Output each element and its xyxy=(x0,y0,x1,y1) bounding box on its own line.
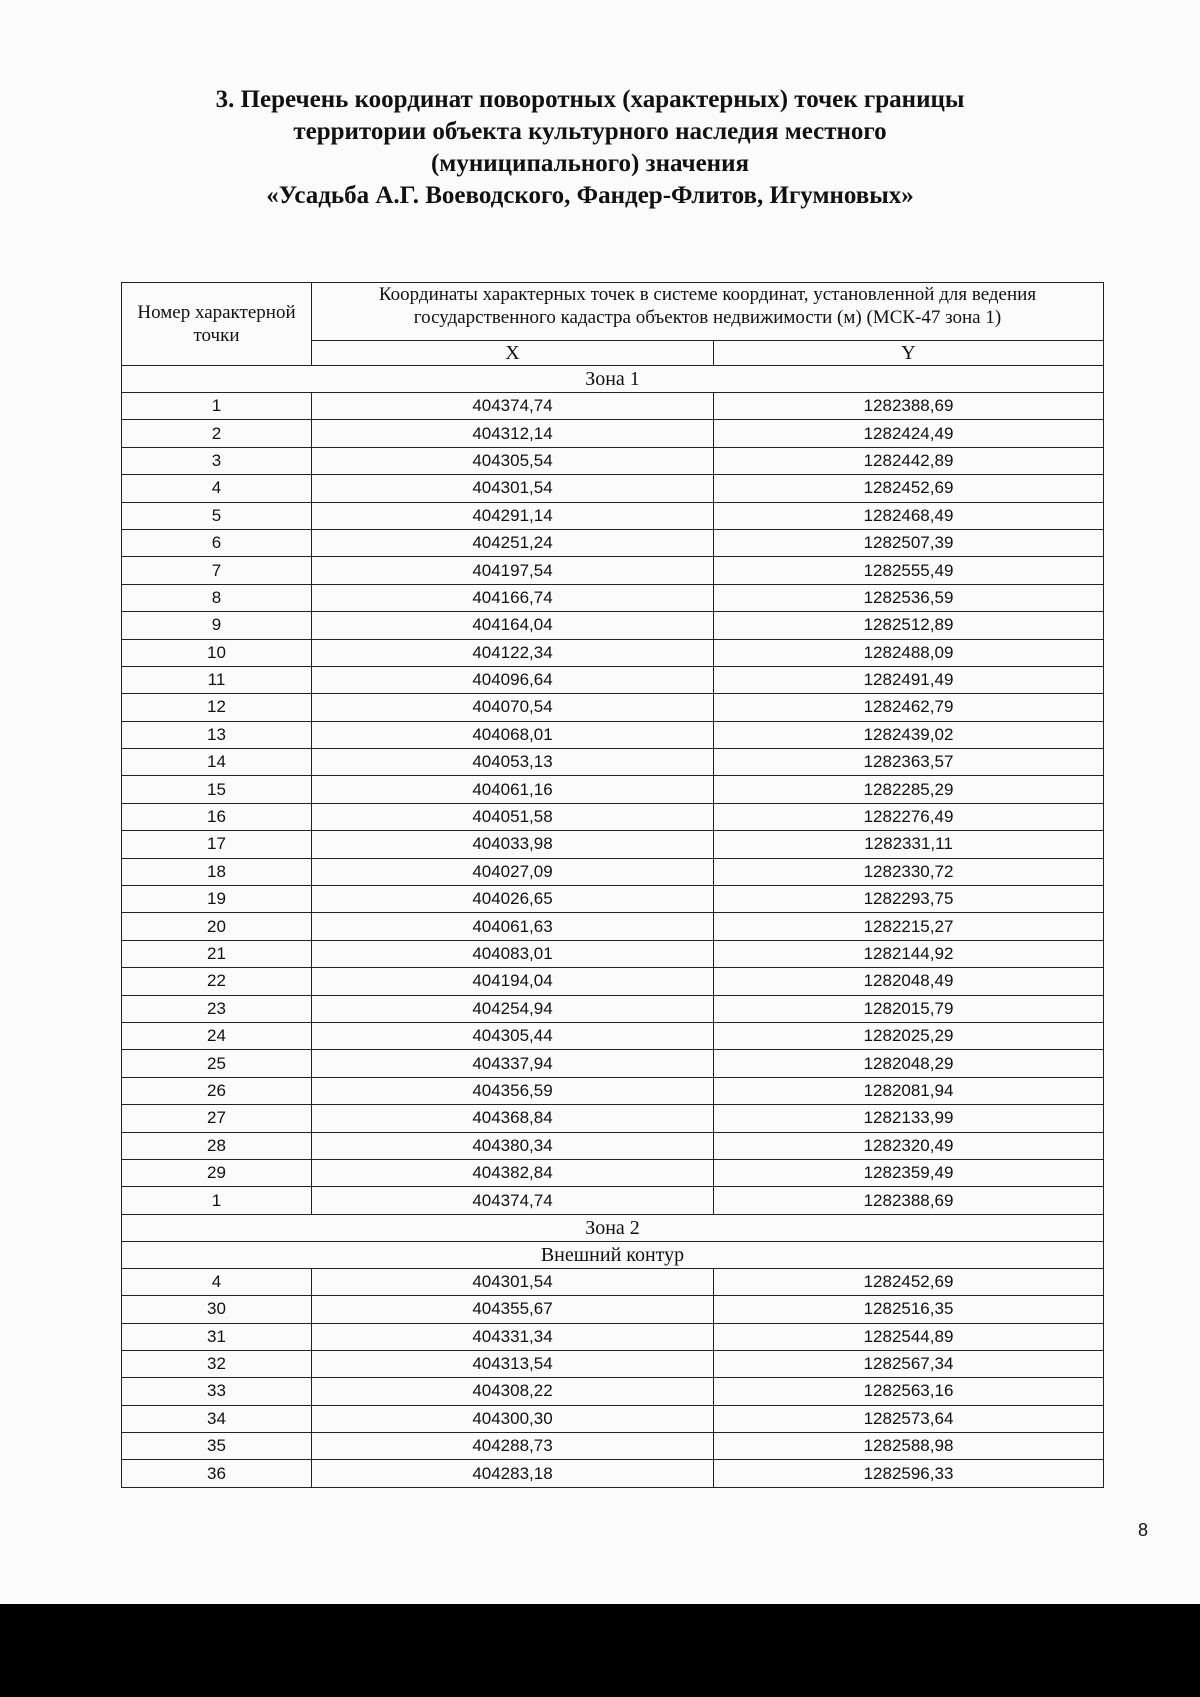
y-cell: 1282015,79 xyxy=(714,995,1104,1022)
point-number-cell: 19 xyxy=(122,886,312,913)
table-row xyxy=(122,803,1104,830)
scan-border xyxy=(0,1604,1200,1697)
y-cell: 1282567,34 xyxy=(714,1350,1104,1377)
y-cell: 1282439,02 xyxy=(714,721,1104,748)
point-number-cell: 26 xyxy=(122,1077,312,1104)
title-line-3: (муниципального) значения xyxy=(430,150,750,177)
table-row xyxy=(122,666,1104,693)
point-number-cell: 36 xyxy=(122,1460,312,1487)
y-cell: 1282462,79 xyxy=(714,694,1104,721)
point-number-cell: 20 xyxy=(122,913,312,940)
table-row xyxy=(122,1050,1104,1077)
y-cell: 1282588,98 xyxy=(714,1433,1104,1460)
point-number-cell: 3 xyxy=(122,447,312,474)
table-row xyxy=(122,584,1104,611)
table-row xyxy=(122,1105,1104,1132)
outer-contour-label: Внешний контур xyxy=(122,1241,1104,1268)
document-title xyxy=(150,84,1030,212)
table-row xyxy=(122,1296,1104,1323)
x-cell: 404164,04 xyxy=(312,612,714,639)
x-cell: 404254,94 xyxy=(312,995,714,1022)
x-cell: 404194,04 xyxy=(312,968,714,995)
point-number-cell: 5 xyxy=(122,502,312,529)
table-row xyxy=(122,447,1104,474)
x-cell: 404308,22 xyxy=(312,1378,714,1405)
y-cell: 1282563,16 xyxy=(714,1378,1104,1405)
header-x: X xyxy=(312,341,714,366)
point-number-cell: 6 xyxy=(122,529,312,556)
title-line-2: территории объекта культурного наследия местного xyxy=(293,118,887,145)
x-cell: 404061,63 xyxy=(312,913,714,940)
table-row xyxy=(122,1460,1104,1487)
y-cell: 1282330,72 xyxy=(714,858,1104,885)
page-number: 8 xyxy=(1138,1520,1149,1540)
point-number-cell: 27 xyxy=(122,1105,312,1132)
point-number-cell: 14 xyxy=(122,749,312,776)
table-row xyxy=(122,1077,1104,1104)
point-number-cell: 18 xyxy=(122,858,312,885)
x-cell: 404166,74 xyxy=(312,584,714,611)
y-cell: 1282452,69 xyxy=(714,1268,1104,1295)
x-cell: 404083,01 xyxy=(312,940,714,967)
table-row xyxy=(122,1323,1104,1350)
point-number-cell: 17 xyxy=(122,831,312,858)
zone-row xyxy=(122,1214,1104,1241)
point-number-cell: 15 xyxy=(122,776,312,803)
y-cell: 1282144,92 xyxy=(714,940,1104,967)
point-number-cell: 10 xyxy=(122,639,312,666)
point-number-cell: 32 xyxy=(122,1350,312,1377)
table-row xyxy=(122,1405,1104,1432)
x-cell: 404374,74 xyxy=(312,1187,714,1214)
x-cell: 404312,14 xyxy=(312,420,714,447)
header-coordinates: Координаты характерных точек в системе координат, установленной для ведения государственного кадастра объектов недвижимости (м) (МСК-47 зона 1) xyxy=(312,283,1104,341)
table-row xyxy=(122,886,1104,913)
point-number-cell: 16 xyxy=(122,803,312,830)
table-row xyxy=(122,1378,1104,1405)
x-cell: 404096,64 xyxy=(312,666,714,693)
x-cell: 404337,94 xyxy=(312,1050,714,1077)
table-row xyxy=(122,557,1104,584)
table-row xyxy=(122,940,1104,967)
y-cell: 1282276,49 xyxy=(714,803,1104,830)
point-number-cell: 31 xyxy=(122,1323,312,1350)
x-cell: 404122,34 xyxy=(312,639,714,666)
point-number-cell: 34 xyxy=(122,1405,312,1432)
x-cell: 404382,84 xyxy=(312,1159,714,1186)
y-cell: 1282293,75 xyxy=(714,886,1104,913)
y-cell: 1282488,09 xyxy=(714,639,1104,666)
y-cell: 1282544,89 xyxy=(714,1323,1104,1350)
x-cell: 404061,16 xyxy=(312,776,714,803)
y-cell: 1282215,27 xyxy=(714,913,1104,940)
point-number-cell: 2 xyxy=(122,420,312,447)
x-cell: 404301,54 xyxy=(312,1268,714,1295)
point-number-cell: 35 xyxy=(122,1433,312,1460)
x-cell: 404197,54 xyxy=(312,557,714,584)
title-line-4: «Усадьба А.Г. Воеводского, Фандер-Флитов, Игумновых» xyxy=(266,182,914,209)
point-number-cell: 7 xyxy=(122,557,312,584)
table-row xyxy=(122,1268,1104,1295)
y-cell: 1282048,29 xyxy=(714,1050,1104,1077)
x-cell: 404368,84 xyxy=(312,1105,714,1132)
x-cell: 404027,09 xyxy=(312,858,714,885)
header-point-number: Номер характерной точки xyxy=(122,283,312,366)
point-number-cell: 1 xyxy=(122,393,312,420)
y-cell: 1282359,49 xyxy=(714,1159,1104,1186)
point-number-cell: 29 xyxy=(122,1159,312,1186)
x-cell: 404301,54 xyxy=(312,475,714,502)
table-row xyxy=(122,1187,1104,1214)
table-row xyxy=(122,694,1104,721)
x-cell: 404026,65 xyxy=(312,886,714,913)
table-row xyxy=(122,612,1104,639)
table-row xyxy=(122,1132,1104,1159)
table-row xyxy=(122,1159,1104,1186)
point-number-cell: 30 xyxy=(122,1296,312,1323)
table-row xyxy=(122,1022,1104,1049)
x-cell: 404033,98 xyxy=(312,831,714,858)
point-number-cell: 22 xyxy=(122,968,312,995)
table-row xyxy=(122,995,1104,1022)
x-cell: 404313,54 xyxy=(312,1350,714,1377)
y-cell: 1282388,69 xyxy=(714,1187,1104,1214)
y-cell: 1282133,99 xyxy=(714,1105,1104,1132)
y-cell: 1282442,89 xyxy=(714,447,1104,474)
table-row xyxy=(122,913,1104,940)
x-cell: 404251,24 xyxy=(312,529,714,556)
x-cell: 404070,54 xyxy=(312,694,714,721)
x-cell: 404305,44 xyxy=(312,1022,714,1049)
table-row xyxy=(122,502,1104,529)
table-row xyxy=(122,393,1104,420)
y-cell: 1282536,59 xyxy=(714,584,1104,611)
point-number-cell: 4 xyxy=(122,1268,312,1295)
y-cell: 1282516,35 xyxy=(714,1296,1104,1323)
x-cell: 404288,73 xyxy=(312,1433,714,1460)
y-cell: 1282512,89 xyxy=(714,612,1104,639)
zone-2-label: Зона 2 xyxy=(122,1214,1104,1241)
table-row xyxy=(122,749,1104,776)
table-row xyxy=(122,776,1104,803)
y-cell: 1282555,49 xyxy=(714,557,1104,584)
point-number-cell: 21 xyxy=(122,940,312,967)
x-cell: 404283,18 xyxy=(312,1460,714,1487)
x-cell: 404300,30 xyxy=(312,1405,714,1432)
y-cell: 1282048,49 xyxy=(714,968,1104,995)
y-cell: 1282507,39 xyxy=(714,529,1104,556)
table-row xyxy=(122,475,1104,502)
point-number-cell: 24 xyxy=(122,1022,312,1049)
zone-1-label: Зона 1 xyxy=(122,366,1104,393)
y-cell: 1282320,49 xyxy=(714,1132,1104,1159)
table-row xyxy=(122,420,1104,447)
point-number-cell: 1 xyxy=(122,1187,312,1214)
point-number-cell: 8 xyxy=(122,584,312,611)
y-cell: 1282388,69 xyxy=(714,393,1104,420)
x-cell: 404051,58 xyxy=(312,803,714,830)
x-cell: 404291,14 xyxy=(312,502,714,529)
table-row xyxy=(122,1433,1104,1460)
x-cell: 404331,34 xyxy=(312,1323,714,1350)
y-cell: 1282491,49 xyxy=(714,666,1104,693)
y-cell: 1282573,64 xyxy=(714,1405,1104,1432)
x-cell: 404374,74 xyxy=(312,393,714,420)
point-number-cell: 25 xyxy=(122,1050,312,1077)
title-line-1: 3. Перечень координат поворотных (характерных) точек границы xyxy=(215,86,965,113)
x-cell: 404305,54 xyxy=(312,447,714,474)
y-cell: 1282468,49 xyxy=(714,502,1104,529)
x-cell: 404053,13 xyxy=(312,749,714,776)
header-y: Y xyxy=(714,341,1104,366)
y-cell: 1282363,57 xyxy=(714,749,1104,776)
point-number-cell: 33 xyxy=(122,1378,312,1405)
table-row xyxy=(122,858,1104,885)
table-row xyxy=(122,639,1104,666)
y-cell: 1282331,11 xyxy=(714,831,1104,858)
point-number-cell: 13 xyxy=(122,721,312,748)
table-row xyxy=(122,968,1104,995)
y-cell: 1282081,94 xyxy=(714,1077,1104,1104)
x-cell: 404356,59 xyxy=(312,1077,714,1104)
y-cell: 1282452,69 xyxy=(714,475,1104,502)
table-row xyxy=(122,831,1104,858)
point-number-cell: 4 xyxy=(122,475,312,502)
point-number-cell: 28 xyxy=(122,1132,312,1159)
table-row xyxy=(122,1350,1104,1377)
point-number-cell: 23 xyxy=(122,995,312,1022)
y-cell: 1282285,29 xyxy=(714,776,1104,803)
coordinates-table xyxy=(121,282,1104,1488)
zone-row xyxy=(122,1241,1104,1268)
point-number-cell: 9 xyxy=(122,612,312,639)
y-cell: 1282596,33 xyxy=(714,1460,1104,1487)
x-cell: 404068,01 xyxy=(312,721,714,748)
point-number-cell: 11 xyxy=(122,666,312,693)
x-cell: 404380,34 xyxy=(312,1132,714,1159)
point-number-cell: 12 xyxy=(122,694,312,721)
y-cell: 1282025,29 xyxy=(714,1022,1104,1049)
table-row xyxy=(122,721,1104,748)
table-row xyxy=(122,529,1104,556)
y-cell: 1282424,49 xyxy=(714,420,1104,447)
x-cell: 404355,67 xyxy=(312,1296,714,1323)
